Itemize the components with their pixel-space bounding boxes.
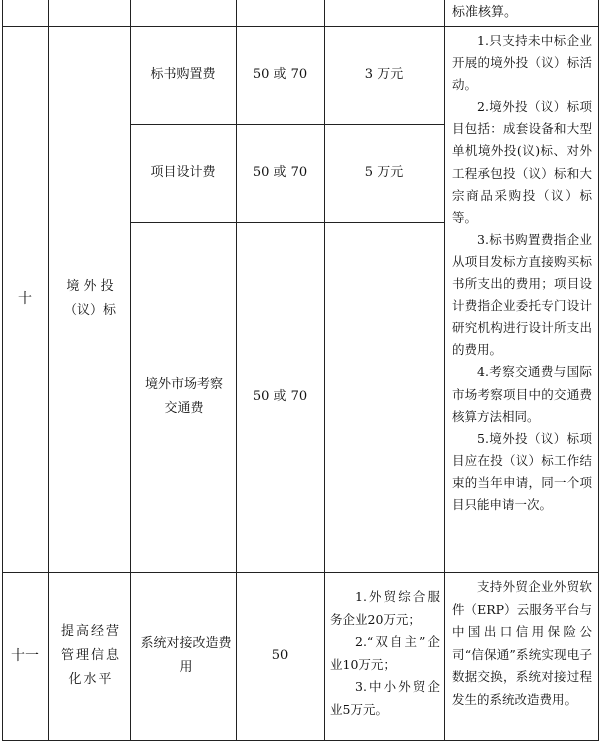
row-10-item-3-ratio: 50 或 70 (252, 389, 308, 404)
row-10-index: 十 (18, 291, 32, 307)
note-item: 支持外贸企业外贸软件（ERP）云服务平台与中国出口信用保险公司“信保通”系统实现电子数据交换，系统对接过程发生的系统改造费用。 (452, 579, 592, 707)
row-10-item-2-name: 项目设计费 (150, 165, 216, 180)
cap-item: 1.外贸综合服务企业20万元； (330, 589, 440, 627)
row-11-item: 系统对接改造费用 (140, 636, 232, 675)
rule-line (2, 740, 599, 741)
rule-line (598, 0, 599, 741)
row-11-index: 十一 (11, 648, 39, 664)
note-item: 2.境外投（议）标项目包括：成套设备和大型单机境外投(议)标、对外工程承包投（议）标和大宗商品采购投（议）标等。 (452, 99, 592, 225)
row-10-item-1-ratio: 50 或 70 (252, 67, 308, 82)
row-10-category: 境 外 投（议）标 (63, 279, 116, 318)
row-10-item-1-cap: 3 万元 (364, 67, 404, 82)
note-item: 3.标书购置费指企业从项目发标方直接购买标书所支出的费用；项目设计费指企业委托专门设计研究机构进行设计所支出的费用。 (452, 231, 592, 358)
row-10-item-2-cap: 5 万元 (364, 165, 404, 180)
prev-row-note-tail: 标准核算。 (452, 5, 518, 20)
rule-line (48, 0, 49, 741)
row-10-notes (452, 30, 592, 516)
row-10-item-3-name: 境外市场考察交通费 (144, 377, 223, 416)
note-item: 5.境外投（议）标项目应在投（议）标工作结束的当年申请，同一个项目只能申请一次。 (452, 430, 592, 512)
row-11-caps (330, 572, 440, 740)
cap-item: 3.中小外贸企业5万元。 (330, 679, 440, 717)
row-11-ratio: 50 (271, 648, 289, 663)
row-10-item-1-name: 标书购置费 (150, 67, 216, 82)
row-11-category: 提高经营管理信息化水平 (60, 624, 121, 687)
cap-item: 2.“双自主”企业10万元； (330, 634, 440, 672)
rule-line (444, 0, 445, 741)
note-item: 4.考察交通费与国际市场考察项目中的交通费核算方法相同。 (452, 364, 592, 424)
row-11-note (452, 576, 592, 711)
note-item: 1.只支持未中标企业开展的境外投（议）标活动。 (452, 33, 592, 93)
row-10-item-2-ratio: 50 或 70 (252, 165, 308, 180)
